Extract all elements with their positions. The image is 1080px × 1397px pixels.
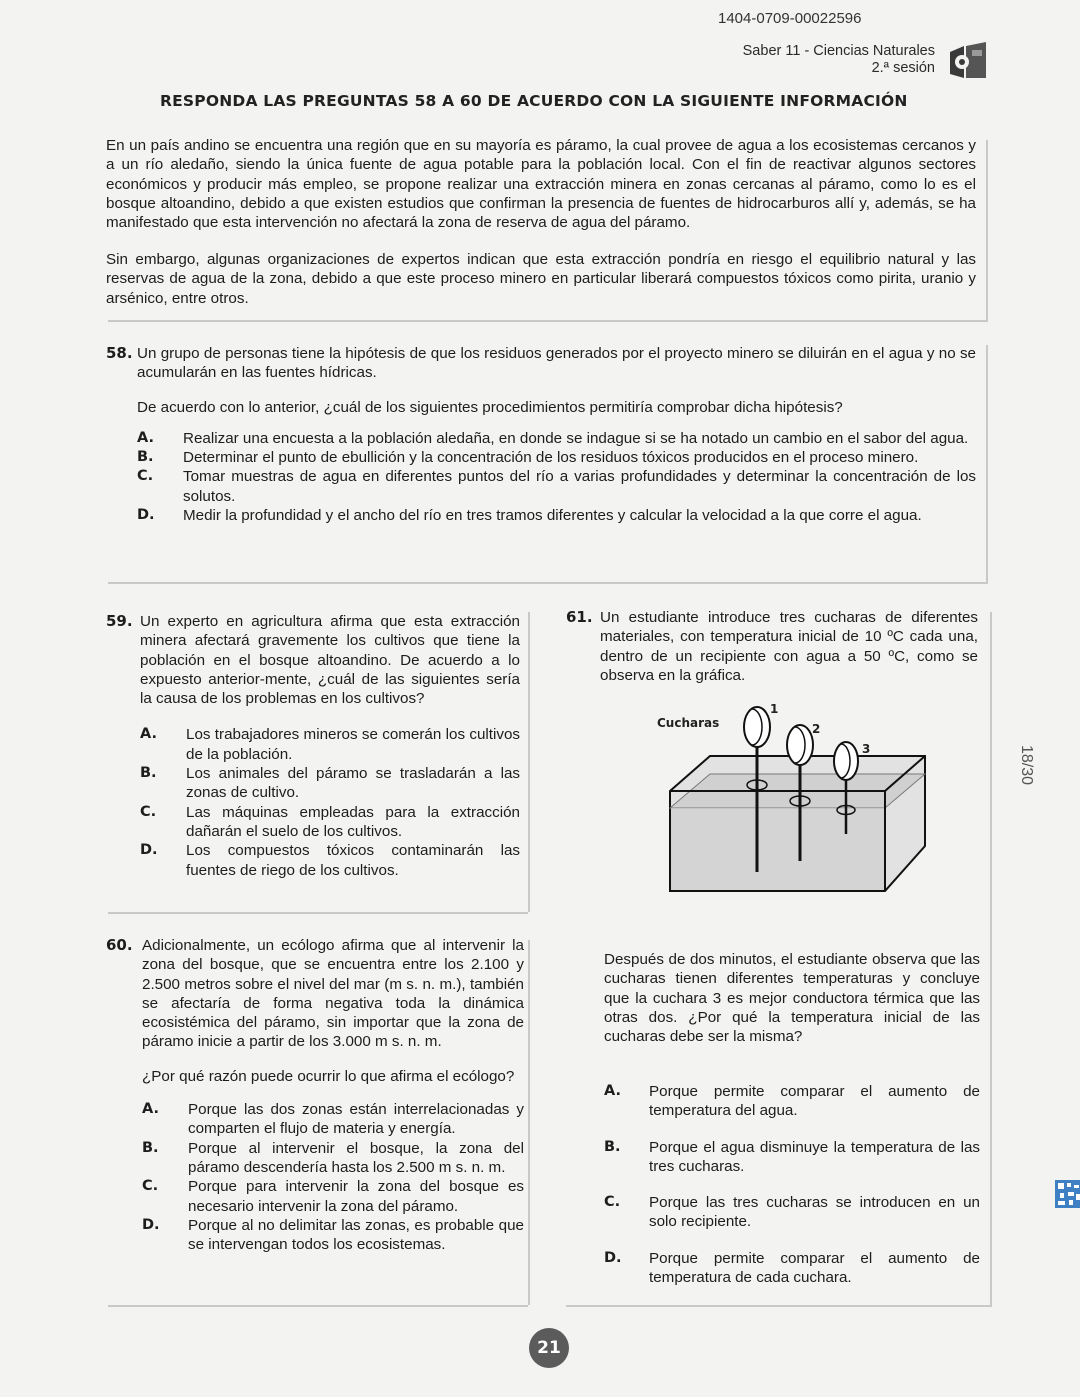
option-letter: B. xyxy=(140,765,157,782)
answer-option-d[interactable] xyxy=(137,506,976,525)
option-letter: A. xyxy=(140,726,157,743)
option-text: Las máquinas empleadas para la extracción dañarán el suelo de los cultivos. xyxy=(186,803,520,840)
answer-option-a[interactable] xyxy=(140,725,520,764)
option-letter: D. xyxy=(142,1216,160,1233)
option-letter: B. xyxy=(137,449,154,466)
option-letter: B. xyxy=(142,1139,159,1156)
answer-option-c[interactable] xyxy=(604,1193,980,1232)
page-number: 21 xyxy=(529,1328,569,1368)
document-code: 1404-0709-00022596 xyxy=(718,10,862,27)
question-stem: Un experto en agricultura afirma que esta extracción minera afectará gravemente los cultivos que tiene la población en el bosque altoandino. De acuerdo a lo expuesto anterior-mente, ¿cuál de las siguientes sería la causa de los problemas en los cultivos? xyxy=(140,613,520,708)
divider xyxy=(986,140,988,320)
question-61 xyxy=(566,608,978,685)
divider xyxy=(566,1305,992,1307)
question-stem: Adicionalmente, un ecólogo afirma que al intervenir la zona del bosque, que se encuentra entre los 2.100 y 2.500 metros sobre el nivel del mar (m s. n. m.), también se afectaría de forma negativa toda la dinámica ecosistémica del páramo, sin importar que la zona de páramo inicie a partir de los 3.000 m s. n. m. xyxy=(142,937,524,1051)
question-stem: Un estudiante introduce tres cucharas de diferentes materiales, con temperatura inicial de 10 ºC cada una, dentro de un recipiente con agua a 50 ºC, como se observa en la gráfica. xyxy=(600,609,978,684)
question-stem: Un grupo de personas tiene la hipótesis de que los residuos generados por el proyecto minero se diluirán en el agua y no se acumularán en las fuentes hídricas. xyxy=(137,345,976,382)
question-prompt: ¿Por qué razón puede ocurrir lo que afirma el ecólogo? xyxy=(142,1067,515,1085)
option-text: Porque permite comparar el aumento de temperatura de cada cuchara. xyxy=(649,1249,980,1287)
option-text: Porque permite comparar el aumento de temperatura del agua. xyxy=(649,1083,980,1120)
divider xyxy=(528,940,530,1305)
question-number: 58. xyxy=(106,344,133,362)
question-60 xyxy=(106,936,524,1254)
option-letter: C. xyxy=(142,1178,159,1195)
option-text: Los compuestos tóxicos contaminarán las fuentes de riego de los cultivos. xyxy=(186,842,520,879)
answer-option-d[interactable] xyxy=(604,1249,980,1288)
divider xyxy=(108,320,988,322)
icfes-logo-icon xyxy=(946,42,988,80)
option-text: Medir la profundidad y el ancho del río en tres tramos diferentes y calcular la velocidad a la que corre el agua. xyxy=(183,507,922,525)
option-text: Los trabajadores mineros se comerán los cultivos de la población. xyxy=(186,726,520,763)
exam-name: Saber 11 - Ciencias Naturales xyxy=(742,43,935,59)
option-letter: C. xyxy=(137,468,154,485)
option-text: Tomar muestras de agua en diferentes puntos del río a varias profundidades y determinar la concentración de los solutos. xyxy=(183,468,976,505)
divider xyxy=(986,345,988,582)
question-prompt: De acuerdo con lo anterior, ¿cuál de los siguientes procedimientos permitiría comprobar dicha hipótesis? xyxy=(137,398,843,416)
answer-option-d[interactable] xyxy=(142,1216,524,1255)
answer-option-a[interactable] xyxy=(137,429,976,448)
option-text: Porque para intervenir la zona del bosque es necesario intervenir la zona del páramo. xyxy=(188,1178,524,1215)
answer-option-b[interactable] xyxy=(604,1138,980,1177)
divider xyxy=(108,912,528,914)
side-page-marker: 18/30 xyxy=(1018,745,1035,786)
qr-code-icon xyxy=(1055,1180,1080,1208)
divider xyxy=(990,612,992,1305)
option-text: Porque al intervenir el bosque, la zona del páramo descendería hasta los 2.500 m s. n. m. xyxy=(188,1139,524,1176)
question-61-options xyxy=(604,1082,980,1287)
question-58 xyxy=(106,344,976,525)
context-paragraph-1: En un país andino se encuentra una región que en su mayoría es páramo, la cual provee de agua a los ecosistemas cercanos y a un río aledaño, siendo la única fuente de agua potable para la población local. Con el fin de reactivar algunos sectores económicos y producir más empleo, se propone realizar una extracción minera en zonas cercanas al páramo, como lo es el bosque altoandino, debido a que existen estudios que confirman la presencia de fuentes de hidrocarburos allí y, además, se ha manifestado que esta intervención no afectará la zona de reserva de agua del páramo. xyxy=(106,137,976,232)
answer-option-b[interactable] xyxy=(142,1139,524,1178)
option-letter: A. xyxy=(142,1101,159,1118)
spoon-number-1: 1 xyxy=(770,702,779,716)
question-number: 60. xyxy=(106,936,133,954)
option-letter: D. xyxy=(140,842,158,859)
option-letter: B. xyxy=(604,1138,621,1155)
option-text: Porque las dos zonas están interrelacionadas y comparten el flujo de materia y energía. xyxy=(188,1101,524,1138)
spoon-number-3: 3 xyxy=(862,742,871,756)
question-number: 59. xyxy=(106,612,133,630)
option-letter: C. xyxy=(140,803,157,820)
exam-header xyxy=(743,43,935,77)
option-letter: D. xyxy=(137,507,155,524)
divider xyxy=(108,1305,528,1307)
answer-option-a[interactable] xyxy=(142,1100,524,1139)
answer-option-c[interactable] xyxy=(140,803,520,842)
option-text: Determinar el punto de ebullición y la concentración de los residuos tóxicos producidos en el proceso minero. xyxy=(183,449,919,467)
question-61-followup: Después de dos minutos, el estudiante observa que las cucharas tienen diferentes temperaturas y concluye que la cuchara 3 es mejor conductora térmica que las otras dos. ¿Por qué la temperatura inicial de las cucharas debe ser la misma? xyxy=(604,951,980,1046)
answer-option-a[interactable] xyxy=(604,1082,980,1121)
option-letter: A. xyxy=(137,429,154,446)
answer-option-b[interactable] xyxy=(137,448,976,467)
option-text: Porque al no delimitar las zonas, es probable que se intervengan todos los ecosistemas. xyxy=(188,1216,524,1254)
answer-option-b[interactable] xyxy=(140,764,520,803)
divider xyxy=(528,612,530,912)
option-letter: C. xyxy=(604,1194,621,1211)
section-title: RESPONDA LAS PREGUNTAS 58 A 60 DE ACUERDO CON LA SIGUIENTE INFORMACIÓN xyxy=(160,92,908,110)
answer-option-c[interactable] xyxy=(137,467,976,506)
divider xyxy=(108,582,988,584)
answer-option-d[interactable] xyxy=(140,841,520,880)
option-text: Porque el agua disminuye la temperatura de las tres cucharas. xyxy=(649,1138,980,1175)
context-paragraph-2: Sin embargo, algunas organizaciones de expertos indican que esta extracción pondría en riesgo el equilibrio natural y las reservas de agua de la zona, debido a que este proceso minero en particular liberará compuestos tóxicos como pirita, uranio y arsénico, entre otros. xyxy=(106,251,976,307)
option-letter: A. xyxy=(604,1083,621,1099)
answer-option-c[interactable] xyxy=(142,1177,524,1216)
spoon-number-2: 2 xyxy=(812,722,821,736)
option-text: Los animales del páramo se trasladarán a las zonas de cultivo. xyxy=(186,765,520,802)
question-number: 61. xyxy=(566,608,593,626)
figure-label: Cucharas xyxy=(657,716,720,730)
session-label: 2.ª sesión xyxy=(871,60,935,76)
spoons-figure xyxy=(640,696,940,906)
question-59 xyxy=(106,612,520,880)
option-text: Porque las tres cucharas se introducen en un solo recipiente. xyxy=(649,1194,980,1231)
option-letter: D. xyxy=(604,1249,622,1266)
option-text: Realizar una encuesta a la población aledaña, en donde se indague si se ha notado un cambio en el sabor del agua. xyxy=(183,429,969,447)
